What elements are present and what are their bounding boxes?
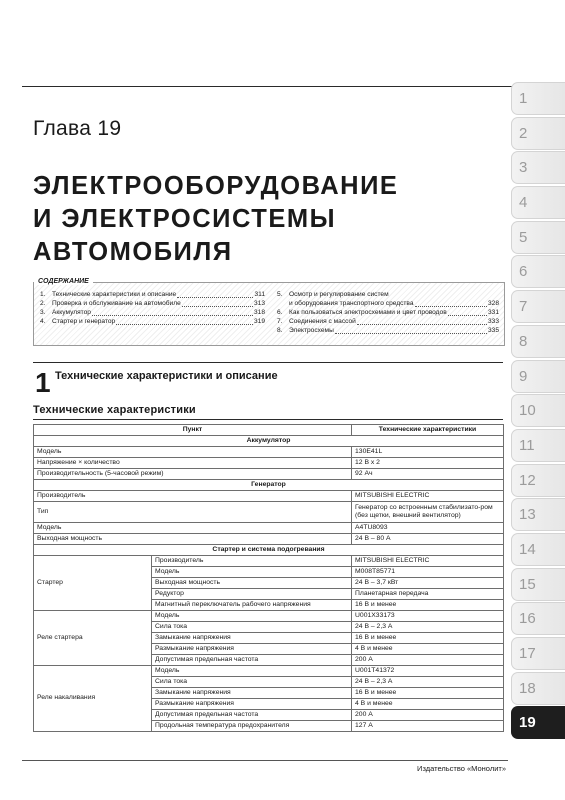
- row-item: Напряжение × количество: [34, 458, 352, 469]
- table-row: [34, 666, 504, 677]
- row-value: MITSUBISHI ELECTRIC: [352, 556, 504, 567]
- toc-leader: [92, 315, 253, 316]
- row-group-label: Реле стартера: [34, 611, 152, 666]
- chapter-tab-6[interactable]: 6: [511, 255, 565, 288]
- table-header-row: [34, 425, 504, 436]
- spec-table: [33, 424, 504, 732]
- row-value: Планетарная передача: [352, 589, 504, 600]
- toc-entry-page: 331: [487, 308, 499, 316]
- publisher-credit: Издательство «Монолит»: [417, 764, 506, 773]
- row-value: A4TU8093: [352, 523, 504, 534]
- chapter-tab-8[interactable]: 8: [511, 325, 565, 358]
- section-number: 1: [35, 367, 51, 398]
- toc-entry-text: Аккумулятор: [52, 308, 91, 316]
- chapter-label: Глава 19: [33, 117, 122, 140]
- row-value: 16 В и менее: [352, 688, 504, 699]
- chapter-tab-10[interactable]: 10: [511, 394, 565, 427]
- row-value: 4 В и менее: [352, 644, 504, 655]
- toc-entry-page: 328: [487, 299, 499, 307]
- row-value: 12 В х 2: [352, 458, 504, 469]
- row-value: 24 В – 2,3 А: [352, 622, 504, 633]
- toc-entry-number: 1.: [40, 291, 46, 298]
- toc-entry-page: 318: [253, 308, 265, 316]
- table-row: [34, 611, 504, 622]
- toc-entry[interactable]: [277, 309, 499, 318]
- row-item: Редуктор: [152, 589, 352, 600]
- row-group-label: Стартер: [34, 556, 152, 611]
- toc-entry-number: 5.: [277, 291, 283, 298]
- chapter-tab-13[interactable]: 13: [511, 498, 565, 531]
- chapter-tab-5[interactable]: 5: [511, 221, 565, 254]
- toc-entry-text: Соединения с массой: [289, 317, 356, 325]
- column-header-spec: Технические характеристики: [352, 425, 504, 436]
- toc-right-column: [277, 291, 499, 336]
- row-value: 200 А: [352, 655, 504, 666]
- row-item: Замыкание напряжения: [152, 688, 352, 699]
- subheading-rule: [33, 419, 503, 420]
- row-item: Выходная мощность: [34, 534, 352, 545]
- toc-entry[interactable]: [277, 291, 499, 309]
- row-item: Тип: [34, 502, 352, 523]
- toc-entry-text-block: [289, 291, 499, 309]
- toc-leader: [415, 306, 487, 307]
- chapter-tab-14[interactable]: 14: [511, 533, 565, 566]
- toc-entry-number: 6.: [277, 308, 283, 316]
- table-row: [34, 491, 504, 502]
- table-row: [34, 458, 504, 469]
- toc-entry[interactable]: [40, 291, 265, 300]
- toc-entry-number: 2.: [40, 299, 46, 307]
- chapter-tab-12[interactable]: 12: [511, 464, 565, 497]
- contents-box: [33, 282, 505, 346]
- column-header-item: Пункт: [34, 425, 352, 436]
- footer-rule: [22, 760, 508, 761]
- row-item: Производитель: [152, 556, 352, 567]
- row-value: 130E41L: [352, 447, 504, 458]
- row-item: Сила тока: [152, 677, 352, 688]
- row-value: 24 В – 80 А: [352, 534, 504, 545]
- row-value: 4 В и менее: [352, 699, 504, 710]
- chapter-tab-18[interactable]: 18: [511, 672, 565, 705]
- table-row: [34, 534, 504, 545]
- row-item: Размыкание напряжения: [152, 699, 352, 710]
- row-item: Допустимая предельная частота: [152, 710, 352, 721]
- row-item: Модель: [34, 447, 352, 458]
- toc-entry-page: 313: [253, 299, 265, 307]
- toc-entry-page: 311: [254, 291, 265, 298]
- table-row: [34, 523, 504, 534]
- toc-entry-page: 333: [487, 317, 499, 325]
- row-value: 127 А: [352, 721, 504, 732]
- chapter-title-line: ЭЛЕКТРООБОРУДОВАНИЕ: [33, 172, 399, 200]
- top-rule: [22, 86, 513, 87]
- group-row-battery: [34, 436, 504, 447]
- table-row: [34, 469, 504, 480]
- row-value: 92 Ач: [352, 469, 504, 480]
- row-item: Сила тока: [152, 622, 352, 633]
- contents-heading: СОДЕРЖАНИЕ: [34, 278, 93, 285]
- chapter-tab-3[interactable]: 3: [511, 151, 565, 184]
- section-title: Технические характеристики и описание: [55, 370, 278, 382]
- row-item: Замыкание напряжения: [152, 633, 352, 644]
- row-item: Продольная температура предохранителя: [152, 721, 352, 732]
- toc-leader: [182, 306, 253, 307]
- chapter-tab-4[interactable]: 4: [511, 186, 565, 219]
- row-value: MITSUBISHI ELECTRIC: [352, 491, 504, 502]
- row-value: 24 В – 2,3 А: [352, 677, 504, 688]
- toc-entry-text: Технические характеристики и описание: [52, 291, 177, 298]
- table-row: [34, 502, 504, 523]
- toc-entry[interactable]: [277, 327, 499, 336]
- row-value: Генератор со встроенным стабилизато-ром (без щетки, внешний вентилятор): [352, 502, 504, 523]
- toc-entry[interactable]: [40, 309, 265, 318]
- toc-leader: [448, 315, 487, 316]
- toc-entry[interactable]: [40, 318, 265, 327]
- row-item: Допустимая предельная частота: [152, 655, 352, 666]
- group-label: Генератор: [34, 480, 504, 491]
- row-value: 24 В – 3,7 кВт: [352, 578, 504, 589]
- section-heading: [33, 362, 503, 397]
- toc-leader: [177, 297, 253, 298]
- toc-entry-number: 4.: [40, 317, 46, 325]
- group-label: Аккумулятор: [34, 436, 504, 447]
- row-item: Производительность (5-часовой режим): [34, 469, 352, 480]
- toc-entry-number: 3.: [40, 308, 46, 316]
- toc-left-column: [40, 291, 265, 327]
- chapter-tab-2[interactable]: 2: [511, 117, 565, 150]
- row-item: Выходная мощность: [152, 578, 352, 589]
- row-item: Модель: [34, 523, 352, 534]
- toc-entry-text: Осмотр и регулирование систем: [289, 291, 389, 298]
- chapter-title-line: И ЭЛЕКТРОСИСТЕМЫ: [33, 205, 337, 233]
- toc-entry-page: 335: [487, 326, 499, 334]
- chapter-tab-16[interactable]: 16: [511, 602, 565, 635]
- row-item: Размыкание напряжения: [152, 644, 352, 655]
- toc-entry-text: Как пользоваться электросхемами и цвет проводов: [289, 308, 447, 316]
- row-value: 16 В и менее: [352, 633, 504, 644]
- row-value: U001T41372: [352, 666, 504, 677]
- table-row: [34, 447, 504, 458]
- chapter-title: [33, 170, 398, 269]
- row-item: Модель: [152, 611, 352, 622]
- chapter-tab-15[interactable]: 15: [511, 568, 565, 601]
- toc-entry-text: Стартер и генератор: [52, 317, 116, 325]
- toc-entry-text: Проверка и обслуживание на автомобиле: [52, 299, 181, 307]
- chapter-title-line: АВТОМОБИЛЯ: [33, 238, 233, 266]
- group-row-starter: [34, 545, 504, 556]
- chapter-tab-17[interactable]: 17: [511, 637, 565, 670]
- row-item: Модель: [152, 567, 352, 578]
- chapter-tab-19[interactable]: 19: [511, 706, 565, 739]
- toc-entry[interactable]: [277, 318, 499, 327]
- toc-entry-page: 319: [253, 317, 265, 325]
- chapter-tab-1[interactable]: 1: [511, 82, 565, 115]
- subheading: Технические характеристики: [33, 404, 196, 416]
- toc-entry[interactable]: [40, 300, 265, 309]
- toc-leader: [335, 333, 487, 334]
- toc-entry-text: Электросхемы: [289, 326, 334, 334]
- row-item: Модель: [152, 666, 352, 677]
- toc-leader: [357, 324, 487, 325]
- chapter-tab-9[interactable]: 9: [511, 360, 565, 393]
- toc-entry-number: 7.: [277, 317, 283, 325]
- chapter-tab-11[interactable]: 11: [511, 429, 565, 462]
- row-item: Магнитный переключатель рабочего напряжения: [152, 600, 352, 611]
- toc-entry-text: и оборудования транспортного средства: [289, 299, 414, 307]
- toc-entry-number: 8.: [277, 326, 283, 334]
- row-value: U001X33173: [352, 611, 504, 622]
- toc-leader: [116, 324, 253, 325]
- chapter-tabs: [511, 82, 565, 741]
- row-value: 16 В и менее: [352, 600, 504, 611]
- table-row: [34, 556, 504, 567]
- row-value: 200 А: [352, 710, 504, 721]
- row-value: M008T85771: [352, 567, 504, 578]
- group-row-generator: [34, 480, 504, 491]
- group-label: Стартер и система подогревания: [34, 545, 504, 556]
- chapter-tab-7[interactable]: 7: [511, 290, 565, 323]
- row-group-label: Реле накаливания: [34, 666, 152, 732]
- row-item: Производитель: [34, 491, 352, 502]
